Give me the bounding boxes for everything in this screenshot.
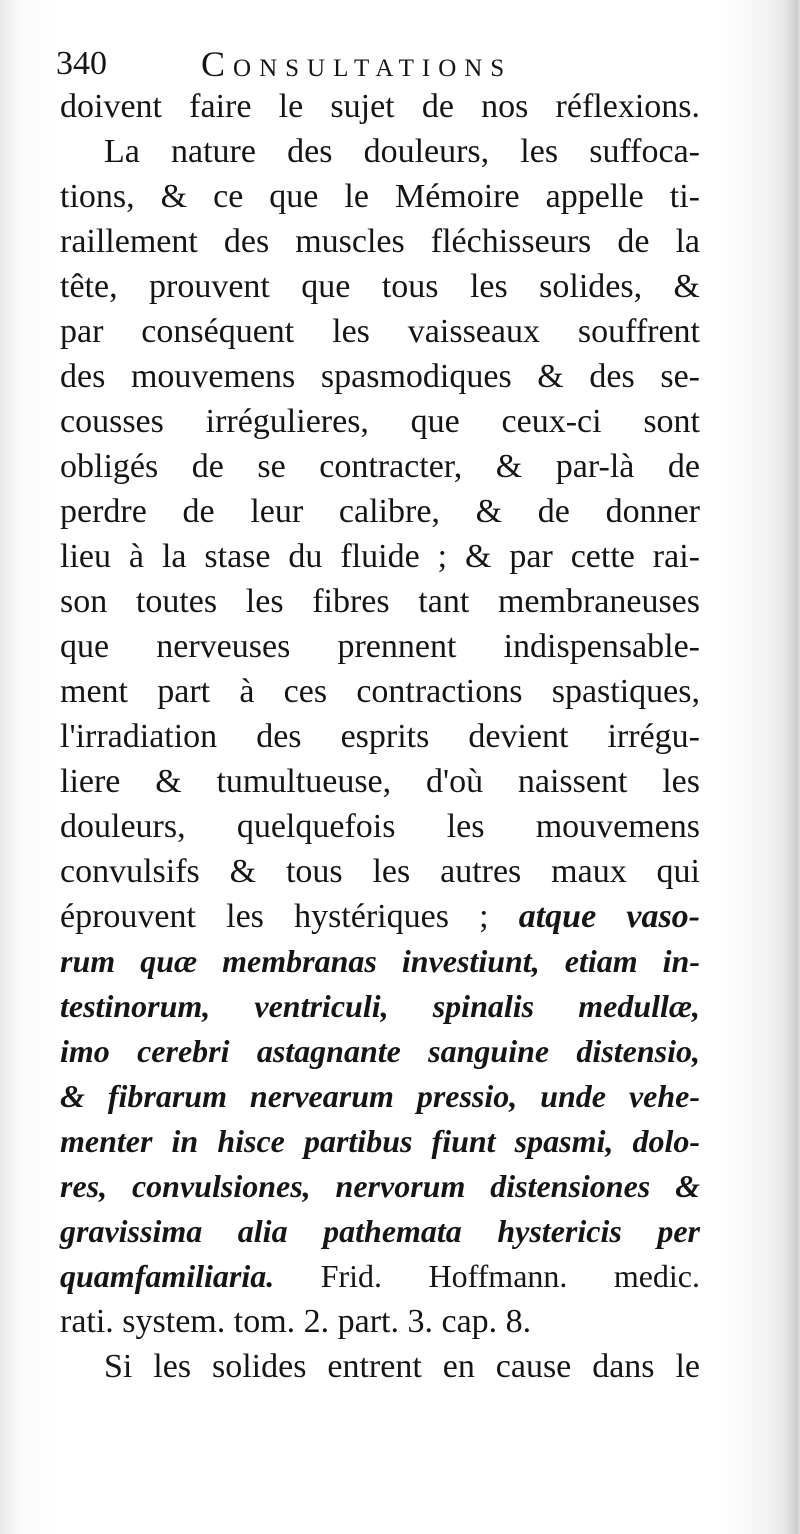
text-line-mixed	[60, 894, 700, 939]
text-line: perdre de leur calibre, & de donner	[60, 493, 700, 530]
text-line: tête, prouvent que tous les solides, &	[60, 268, 700, 305]
citation-line: rati. system. tom. 2. part. 3. cap. 8.	[60, 1303, 532, 1340]
text-line: liere & tumultueuse, d'où naissent les	[60, 763, 700, 800]
latin-quotation-line: & fibrarum nervearum pressio, unde vehe-	[60, 1078, 700, 1114]
latin-quotation-line: imo cerebri astagnante sanguine distensio,	[60, 1033, 700, 1069]
latin-quotation-line: gravissima alia pathemata hystericis per	[60, 1213, 700, 1249]
text-line: cousses irrégulieres, que ceux-ci sont	[60, 403, 700, 440]
latin-quotation-line: rum quæ membranas investiunt, etiam in-	[60, 943, 700, 979]
text-line: son toutes les fibres tant membraneuses	[60, 583, 700, 620]
running-title: Consultations	[201, 44, 513, 84]
latin-quotation-start: atque vaso-	[518, 898, 701, 935]
text-line: ment part à ces contractions spastiques,	[60, 673, 700, 710]
latin-quotation-line: menter in hisce partibus fiunt spasmi, dolo-	[60, 1123, 700, 1159]
text-line: par conséquent les vaisseaux souffrent	[60, 313, 700, 350]
text-line: douleurs, quelquefois les mouvemens	[60, 808, 700, 845]
text-line: doivent faire le sujet de nos réflexions.	[60, 88, 700, 125]
text-line: Si les solides entrent en cause dans le	[104, 1348, 700, 1385]
text-line: l'irradiation des esprits devient irrégu-	[60, 718, 700, 755]
latin-quotation-line: res, convulsiones, nervorum distensiones &	[60, 1168, 700, 1204]
text-line: La nature des douleurs, les suffoca-	[104, 133, 700, 170]
page-edge-shadow	[784, 0, 798, 1534]
citation: Frid. Hoffmann. medic.	[320, 1258, 701, 1294]
text-line: tions, & ce que le Mémoire appelle ti-	[60, 178, 700, 215]
text-line: que nerveuses prennent indispensable-	[60, 628, 700, 665]
latin-quotation-end: quamfamiliaria.	[60, 1258, 321, 1294]
text-segment: éprouvent les hystériques ;	[60, 898, 519, 935]
text-line: des mouvemens spasmodiques & des se-	[60, 358, 700, 395]
page-number: 340	[56, 45, 107, 82]
text-line: raillement des muscles fléchisseurs de la	[60, 223, 700, 260]
text-line-mixed	[60, 1254, 700, 1299]
text-line: obligés de se contracter, & par-là de	[60, 448, 700, 485]
text-line: convulsifs & tous les autres maux qui	[60, 853, 700, 890]
latin-quotation-line: testinorum, ventriculi, spinalis medullæ,	[60, 988, 700, 1024]
text-line: lieu à la stase du fluide ; & par cette rai-	[60, 538, 700, 575]
